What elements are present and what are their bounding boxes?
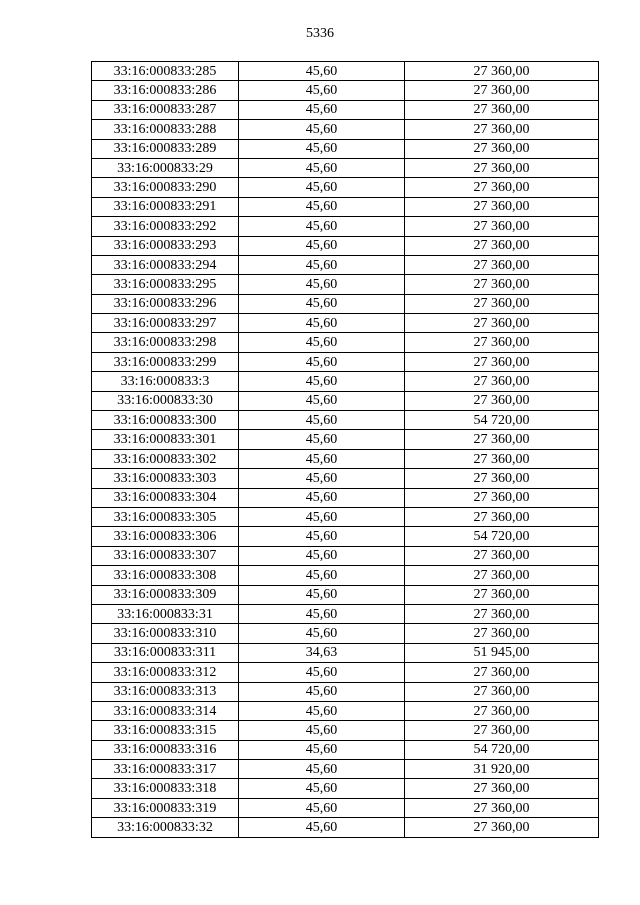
cadastral-number-cell: 33:16:000833:293 (92, 236, 239, 255)
area-cell: 34,63 (239, 643, 405, 662)
table-row (92, 682, 599, 701)
area-cell: 45,60 (239, 663, 405, 682)
value-cell: 27 360,00 (405, 100, 599, 119)
area-cell: 45,60 (239, 721, 405, 740)
value-cell: 27 360,00 (405, 217, 599, 236)
value-cell: 27 360,00 (405, 818, 599, 837)
cadastral-number-cell: 33:16:000833:32 (92, 818, 239, 837)
table-row (92, 178, 599, 197)
table-row (92, 81, 599, 100)
cadastral-number-cell: 33:16:000833:301 (92, 430, 239, 449)
area-cell: 45,60 (239, 469, 405, 488)
value-cell: 27 360,00 (405, 372, 599, 391)
value-cell: 54 720,00 (405, 411, 599, 430)
area-cell: 45,60 (239, 585, 405, 604)
area-cell: 45,60 (239, 391, 405, 410)
cadastral-number-cell: 33:16:000833:290 (92, 178, 239, 197)
cadastral-number-cell: 33:16:000833:289 (92, 139, 239, 158)
area-cell: 45,60 (239, 624, 405, 643)
cadastral-number-cell: 33:16:000833:287 (92, 100, 239, 119)
cadastral-number-cell: 33:16:000833:3 (92, 372, 239, 391)
cadastral-number-cell: 33:16:000833:310 (92, 624, 239, 643)
area-cell: 45,60 (239, 81, 405, 100)
cadastral-number-cell: 33:16:000833:308 (92, 566, 239, 585)
table-row (92, 294, 599, 313)
table-row (92, 624, 599, 643)
table-row (92, 255, 599, 274)
area-cell: 45,60 (239, 158, 405, 177)
value-cell: 27 360,00 (405, 604, 599, 623)
table-row (92, 760, 599, 779)
value-cell: 27 360,00 (405, 120, 599, 139)
value-cell: 51 945,00 (405, 643, 599, 662)
area-cell: 45,60 (239, 352, 405, 371)
area-cell: 45,60 (239, 507, 405, 526)
area-cell: 45,60 (239, 197, 405, 216)
value-cell: 27 360,00 (405, 275, 599, 294)
table-row (92, 507, 599, 526)
cadastral-number-cell: 33:16:000833:306 (92, 527, 239, 546)
table-row (92, 333, 599, 352)
value-cell: 31 920,00 (405, 760, 599, 779)
value-cell: 54 720,00 (405, 527, 599, 546)
table-row (92, 779, 599, 798)
cadastral-number-cell: 33:16:000833:317 (92, 760, 239, 779)
area-cell: 45,60 (239, 236, 405, 255)
register-table-body (92, 62, 599, 838)
value-cell: 27 360,00 (405, 682, 599, 701)
table-row (92, 701, 599, 720)
cadastral-number-cell: 33:16:000833:304 (92, 488, 239, 507)
value-cell: 27 360,00 (405, 333, 599, 352)
cadastral-number-cell: 33:16:000833:285 (92, 62, 239, 81)
area-cell: 45,60 (239, 546, 405, 565)
area-cell: 45,60 (239, 275, 405, 294)
value-cell: 27 360,00 (405, 81, 599, 100)
value-cell: 27 360,00 (405, 449, 599, 468)
table-row (92, 139, 599, 158)
table-row (92, 604, 599, 623)
cadastral-number-cell: 33:16:000833:313 (92, 682, 239, 701)
value-cell: 27 360,00 (405, 178, 599, 197)
cadastral-number-cell: 33:16:000833:311 (92, 643, 239, 662)
area-cell: 45,60 (239, 430, 405, 449)
table-row (92, 740, 599, 759)
area-cell: 45,60 (239, 566, 405, 585)
value-cell: 27 360,00 (405, 798, 599, 817)
value-cell: 27 360,00 (405, 779, 599, 798)
value-cell: 27 360,00 (405, 507, 599, 526)
table-row (92, 391, 599, 410)
area-cell: 45,60 (239, 100, 405, 119)
cadastral-number-cell: 33:16:000833:291 (92, 197, 239, 216)
cadastral-number-cell: 33:16:000833:307 (92, 546, 239, 565)
cadastral-number-cell: 33:16:000833:314 (92, 701, 239, 720)
table-row (92, 197, 599, 216)
table-row (92, 62, 599, 81)
area-cell: 45,60 (239, 488, 405, 507)
table-row (92, 411, 599, 430)
cadastral-number-cell: 33:16:000833:29 (92, 158, 239, 177)
area-cell: 45,60 (239, 333, 405, 352)
cadastral-number-cell: 33:16:000833:316 (92, 740, 239, 759)
area-cell: 45,60 (239, 682, 405, 701)
cadastral-number-cell: 33:16:000833:319 (92, 798, 239, 817)
value-cell: 27 360,00 (405, 391, 599, 410)
value-cell: 27 360,00 (405, 158, 599, 177)
table-row (92, 275, 599, 294)
value-cell: 27 360,00 (405, 62, 599, 81)
cadastral-number-cell: 33:16:000833:297 (92, 314, 239, 333)
value-cell: 27 360,00 (405, 236, 599, 255)
table-row (92, 449, 599, 468)
area-cell: 45,60 (239, 120, 405, 139)
value-cell: 27 360,00 (405, 585, 599, 604)
area-cell: 45,60 (239, 314, 405, 333)
value-cell: 27 360,00 (405, 488, 599, 507)
area-cell: 45,60 (239, 62, 405, 81)
table-row (92, 527, 599, 546)
value-cell: 27 360,00 (405, 197, 599, 216)
table-row (92, 352, 599, 371)
table-row (92, 488, 599, 507)
area-cell: 45,60 (239, 760, 405, 779)
table-row (92, 100, 599, 119)
table-row (92, 585, 599, 604)
table-row (92, 546, 599, 565)
value-cell: 27 360,00 (405, 255, 599, 274)
area-cell: 45,60 (239, 798, 405, 817)
cadastral-number-cell: 33:16:000833:288 (92, 120, 239, 139)
table-row (92, 566, 599, 585)
cadastral-number-cell: 33:16:000833:286 (92, 81, 239, 100)
value-cell: 27 360,00 (405, 139, 599, 158)
area-cell: 45,60 (239, 411, 405, 430)
table-row (92, 120, 599, 139)
area-cell: 45,60 (239, 701, 405, 720)
table-row (92, 314, 599, 333)
table-row (92, 217, 599, 236)
area-cell: 45,60 (239, 178, 405, 197)
cadastral-number-cell: 33:16:000833:30 (92, 391, 239, 410)
value-cell: 27 360,00 (405, 430, 599, 449)
cadastral-number-cell: 33:16:000833:302 (92, 449, 239, 468)
area-cell: 45,60 (239, 449, 405, 468)
value-cell: 27 360,00 (405, 624, 599, 643)
table-row (92, 663, 599, 682)
value-cell: 27 360,00 (405, 294, 599, 313)
cadastral-number-cell: 33:16:000833:315 (92, 721, 239, 740)
value-cell: 27 360,00 (405, 314, 599, 333)
value-cell: 27 360,00 (405, 566, 599, 585)
area-cell: 45,60 (239, 779, 405, 798)
cadastral-number-cell: 33:16:000833:296 (92, 294, 239, 313)
value-cell: 27 360,00 (405, 469, 599, 488)
value-cell: 27 360,00 (405, 663, 599, 682)
cadastral-number-cell: 33:16:000833:298 (92, 333, 239, 352)
area-cell: 45,60 (239, 818, 405, 837)
area-cell: 45,60 (239, 527, 405, 546)
cadastral-number-cell: 33:16:000833:300 (92, 411, 239, 430)
table-row (92, 818, 599, 837)
cadastral-number-cell: 33:16:000833:318 (92, 779, 239, 798)
value-cell: 27 360,00 (405, 701, 599, 720)
area-cell: 45,60 (239, 604, 405, 623)
area-cell: 45,60 (239, 217, 405, 236)
value-cell: 27 360,00 (405, 721, 599, 740)
page-number: 5336 (306, 26, 334, 41)
table-row (92, 372, 599, 391)
table-row (92, 798, 599, 817)
value-cell: 27 360,00 (405, 352, 599, 371)
cadastral-number-cell: 33:16:000833:312 (92, 663, 239, 682)
cadastral-number-cell: 33:16:000833:294 (92, 255, 239, 274)
table-row (92, 469, 599, 488)
area-cell: 45,60 (239, 294, 405, 313)
table-row (92, 158, 599, 177)
table-row (92, 721, 599, 740)
area-cell: 45,60 (239, 255, 405, 274)
cadastral-number-cell: 33:16:000833:295 (92, 275, 239, 294)
cadastral-number-cell: 33:16:000833:303 (92, 469, 239, 488)
table-row (92, 643, 599, 662)
value-cell: 27 360,00 (405, 546, 599, 565)
register-table (91, 61, 599, 838)
table-row (92, 236, 599, 255)
cadastral-number-cell: 33:16:000833:299 (92, 352, 239, 371)
cadastral-number-cell: 33:16:000833:31 (92, 604, 239, 623)
table-row (92, 430, 599, 449)
area-cell: 45,60 (239, 372, 405, 391)
cadastral-number-cell: 33:16:000833:292 (92, 217, 239, 236)
area-cell: 45,60 (239, 740, 405, 759)
cadastral-number-cell: 33:16:000833:305 (92, 507, 239, 526)
cadastral-number-cell: 33:16:000833:309 (92, 585, 239, 604)
area-cell: 45,60 (239, 139, 405, 158)
value-cell: 54 720,00 (405, 740, 599, 759)
